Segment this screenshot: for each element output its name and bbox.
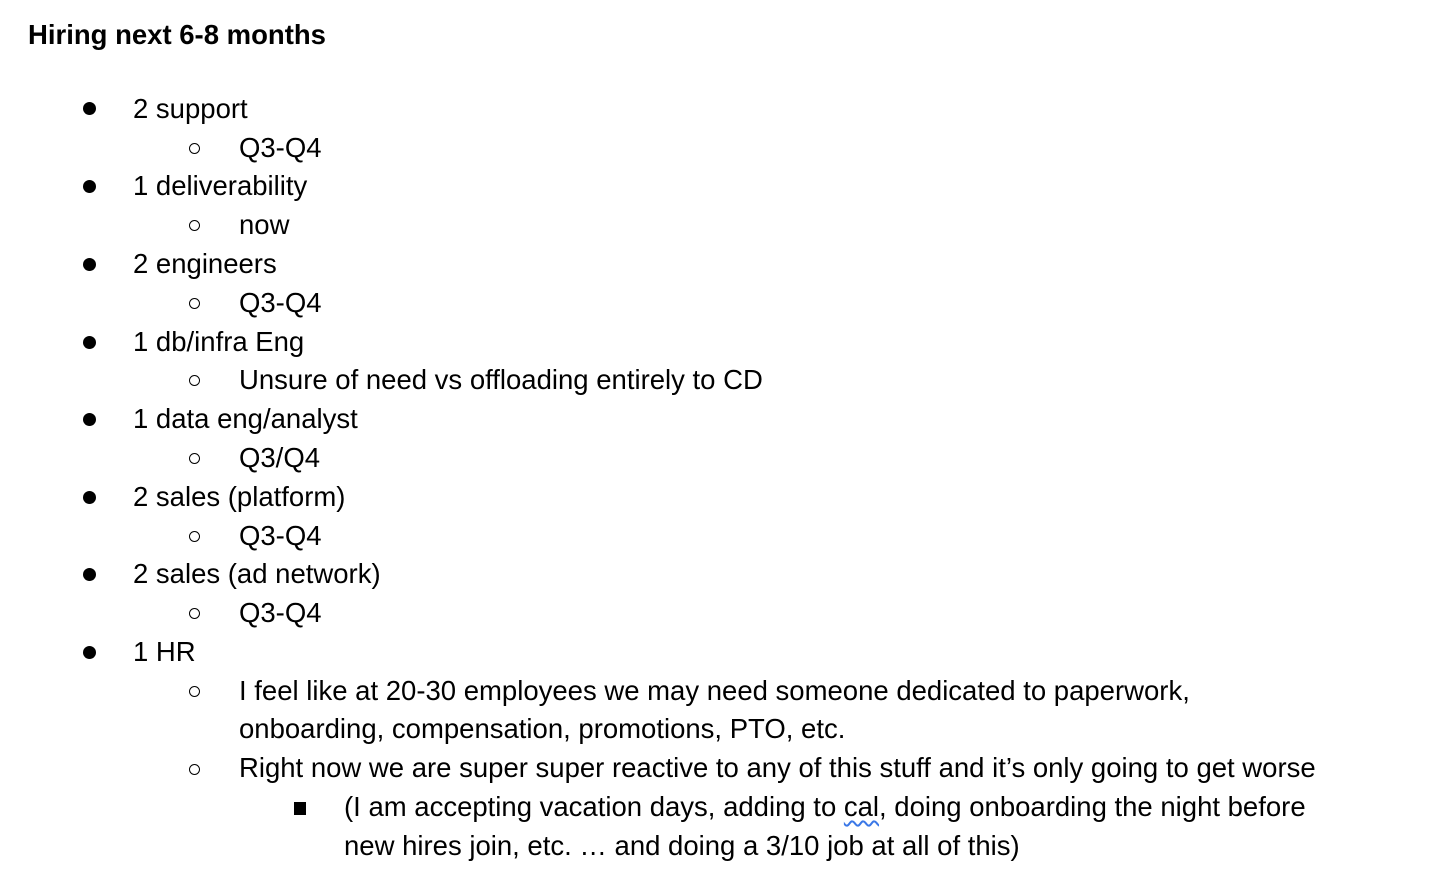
bullet-filled-circle-icon xyxy=(83,413,96,426)
text-segment: , doing onboarding the night before xyxy=(879,791,1306,822)
bullet-filled-circle-icon xyxy=(83,258,96,271)
bullet-hollow-circle-icon xyxy=(189,220,200,231)
list-subitem: Q3/Q4 xyxy=(239,442,321,473)
document-title: Hiring next 6-8 months xyxy=(28,19,326,50)
bullet-hollow-circle-icon xyxy=(189,531,200,542)
bullet-hollow-circle-icon xyxy=(189,686,200,697)
bullet-filled-circle-icon xyxy=(83,568,96,581)
list-item: 1 data eng/analyst xyxy=(133,403,358,434)
list-subitem: Q3-Q4 xyxy=(239,520,322,551)
bullet-filled-circle-icon xyxy=(83,646,96,659)
bullet-square-icon xyxy=(294,802,306,815)
list-subitem-line: onboarding, compensation, promotions, PTO, etc. xyxy=(239,713,846,744)
list-subitem-line: I feel like at 20-30 employees we may need someone dedicated to paperwork, xyxy=(239,675,1190,706)
bullet-hollow-circle-icon xyxy=(189,143,200,154)
list-item: 1 deliverability xyxy=(133,170,308,201)
list-item: 2 sales (platform) xyxy=(133,481,346,512)
list-subsubitem-line: new hires join, etc. … and doing a 3/10 job at all of this) xyxy=(344,830,1020,861)
list-item: 1 HR xyxy=(133,636,196,667)
bullet-hollow-circle-icon xyxy=(189,453,200,464)
spellcheck-flagged-word[interactable]: cal xyxy=(843,791,880,822)
bullet-filled-circle-icon xyxy=(83,336,96,349)
bullet-filled-circle-icon xyxy=(83,491,96,504)
list-subsubitem-line xyxy=(344,787,1306,826)
text-segment: (I am accepting vacation days, adding to xyxy=(344,791,844,822)
list-subitem: Q3-Q4 xyxy=(239,132,322,163)
list-item: 1 db/infra Eng xyxy=(133,326,305,357)
list-item: 2 support xyxy=(133,93,248,124)
list-subitem: Q3-Q4 xyxy=(239,287,322,318)
bullet-hollow-circle-icon xyxy=(189,608,200,619)
list-subitem: now xyxy=(239,209,290,240)
list-item: 2 sales (ad network) xyxy=(133,558,381,589)
list-item: 2 engineers xyxy=(133,248,277,279)
list-subitem: Right now we are super super reactive to any of this stuff and it’s only going to get worse xyxy=(239,752,1316,783)
bullet-hollow-circle-icon xyxy=(189,375,200,386)
bullet-filled-circle-icon xyxy=(83,180,96,193)
list-subitem: Q3-Q4 xyxy=(239,597,322,628)
bullet-hollow-circle-icon xyxy=(189,764,200,775)
bullet-filled-circle-icon xyxy=(83,102,96,115)
list-subitem: Unsure of need vs offloading entirely to CD xyxy=(239,364,763,395)
bullet-hollow-circle-icon xyxy=(189,298,200,309)
